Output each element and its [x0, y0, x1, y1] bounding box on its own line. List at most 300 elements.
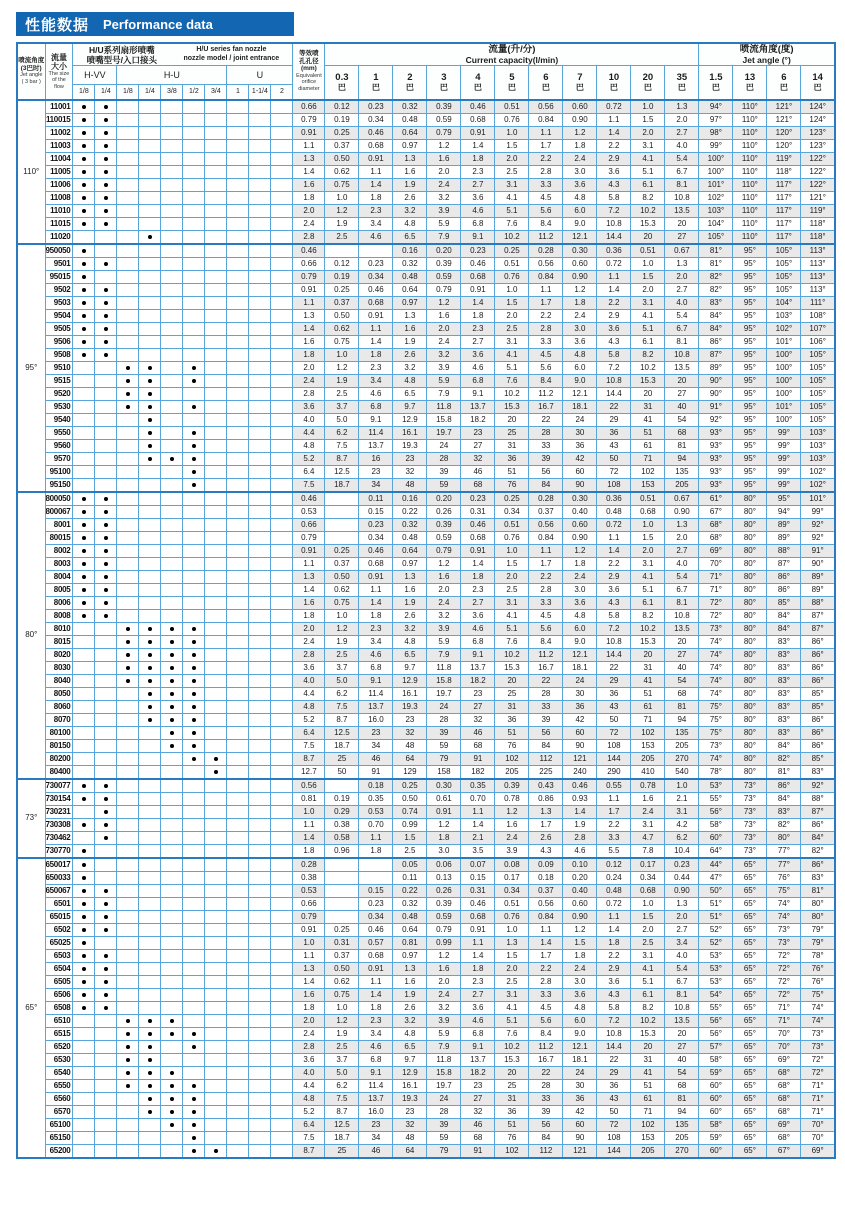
connector-dot-cell — [161, 426, 183, 439]
dot-marker — [82, 105, 86, 109]
connector-dot-cell — [73, 178, 95, 191]
jet-angle-value-cell: 95° — [733, 426, 767, 439]
table-row — [17, 570, 835, 583]
connector-dot-cell — [249, 478, 271, 492]
flow-value-cell: 2.0 — [631, 923, 665, 936]
jet-angle-value-cell: 120° — [767, 126, 801, 139]
connector-dot-cell — [249, 975, 271, 988]
jet-angle-value-cell: 107° — [801, 322, 835, 335]
jet-angle-value-cell: 69° — [767, 1053, 801, 1066]
flow-value-cell: 2.7 — [665, 283, 699, 296]
jet-angle-value-cell: 83° — [767, 674, 801, 687]
flow-value-cell: 0.06 — [427, 858, 461, 872]
flow-value-cell: 2.3 — [359, 361, 393, 374]
connector-dot-cell — [73, 348, 95, 361]
jet-angle-value-cell: 56° — [699, 805, 733, 818]
jet-angle-value-cell: 73° — [767, 936, 801, 949]
flow-value-cell: 13.7 — [461, 1053, 495, 1066]
table-row — [17, 374, 835, 387]
orifice-cell: 0.79 — [293, 270, 325, 283]
connector-dot-cell — [249, 322, 271, 335]
connector-dot-cell — [183, 910, 205, 923]
connector-dot-cell — [95, 1092, 117, 1105]
dot-marker — [82, 262, 86, 266]
flow-value-cell: 15.8 — [427, 1066, 461, 1079]
flow-value-cell: 135 — [665, 465, 699, 478]
connector-dot-cell — [161, 165, 183, 178]
flow-value-cell: 1.2 — [325, 1014, 359, 1027]
connector-dot-cell — [227, 988, 249, 1001]
flow-value-cell: 23 — [393, 1105, 427, 1118]
flow-value-cell: 28 — [427, 1105, 461, 1118]
dot-marker — [104, 157, 108, 161]
model-cell: 730231 — [45, 805, 73, 818]
table-row — [17, 283, 835, 296]
pressure-header-5bar: 5 巴 — [495, 66, 529, 100]
orifice-cell: 1.6 — [293, 596, 325, 609]
connector-dot-cell — [117, 1001, 139, 1014]
flow-size-en1: The size — [48, 70, 70, 77]
connector-dot-cell — [183, 962, 205, 975]
angle-pressure-header-14bar: 14 巴 — [801, 66, 835, 100]
connector-dot-cell — [95, 1105, 117, 1118]
connector-dot-cell — [249, 792, 271, 805]
flow-value-cell: 9.1 — [461, 387, 495, 400]
connector-dot-cell — [117, 557, 139, 570]
pressure-header-20bar: 20 巴 — [631, 66, 665, 100]
connector-dot-cell — [95, 544, 117, 557]
connector-dot-cell — [117, 126, 139, 139]
jet-angle-value-cell: 64° — [699, 844, 733, 858]
flow-value-cell: 36 — [495, 713, 529, 726]
connector-dot-cell — [183, 1027, 205, 1040]
flow-value-cell: 2.4 — [427, 335, 461, 348]
flow-value-cell: 1.8 — [461, 962, 495, 975]
angle-pressure-header-1.5bar: 1.5 巴 — [699, 66, 733, 100]
connector-dot-cell — [183, 858, 205, 872]
dot-marker — [126, 666, 130, 670]
connector-dot-cell — [271, 283, 293, 296]
dot-marker — [192, 1045, 196, 1049]
jet-angle-value-cell: 70° — [767, 1027, 801, 1040]
flow-value-cell: 40 — [665, 661, 699, 674]
jet-angle-value-cell: 95° — [733, 257, 767, 270]
dot-marker — [192, 1123, 196, 1127]
flow-value-cell: 2.3 — [461, 975, 495, 988]
connector-dot-cell — [117, 936, 139, 949]
orifice-cell: 0.91 — [293, 923, 325, 936]
connector-dot-cell — [205, 1131, 227, 1144]
jet-angle-value-cell: 76° — [801, 962, 835, 975]
connector-dot-cell — [117, 805, 139, 818]
flow-value-cell: 0.34 — [359, 910, 393, 923]
flow-value-cell: 0.22 — [393, 505, 427, 518]
connector-dot-cell — [139, 309, 161, 322]
flow-value-cell: 1.5 — [563, 936, 597, 949]
dot-marker — [126, 392, 130, 396]
flow-value-cell: 72 — [597, 465, 631, 478]
flow-value-cell: 10.8 — [597, 635, 631, 648]
jet-angle-value-cell: 95° — [733, 335, 767, 348]
connector-dot-cell — [249, 361, 271, 374]
model-cell: 8005 — [45, 583, 73, 596]
jet-angle-value-cell: 68° — [767, 1092, 801, 1105]
connector-dot-cell — [117, 988, 139, 1001]
flow-value-cell: 1.4 — [597, 923, 631, 936]
flow-value-cell: 0.37 — [325, 296, 359, 309]
dot-marker — [148, 392, 152, 396]
dot-marker — [82, 353, 86, 357]
connector-dot-cell — [227, 596, 249, 609]
flow-value-cell: 0.19 — [325, 792, 359, 805]
connector-dot-cell — [205, 1053, 227, 1066]
jet-angle-value-cell: 91° — [801, 544, 835, 557]
table-row — [17, 844, 835, 858]
capacity-zh: 流量(升/分) — [488, 44, 536, 55]
jet-angle-value-cell: 77° — [767, 858, 801, 872]
dot-marker — [126, 1058, 130, 1062]
jet-angle-value-cell: 83° — [767, 805, 801, 818]
flow-value-cell: 59 — [427, 739, 461, 752]
flow-value-cell: 0.72 — [597, 257, 631, 270]
connector-dot-cell — [249, 1053, 271, 1066]
jet-angle-value-cell: 72° — [801, 1053, 835, 1066]
connector-dot-cell — [95, 962, 117, 975]
flow-value-cell: 1.2 — [427, 139, 461, 152]
table-row — [17, 1079, 835, 1092]
jet-angle-value-cell: 99° — [699, 139, 733, 152]
connector-dot-cell — [183, 152, 205, 165]
connector-dot-cell — [249, 1118, 271, 1131]
model-cell: 9501 — [45, 257, 73, 270]
jet-angle-value-cell: 102° — [801, 478, 835, 492]
table-row — [17, 244, 835, 258]
jet-angle-value-cell: 113° — [801, 270, 835, 283]
flow-value-cell: 6.1 — [631, 335, 665, 348]
flow-value-cell: 158 — [427, 765, 461, 779]
flow-value-cell: 0.31 — [325, 936, 359, 949]
dot-marker — [82, 536, 86, 540]
connector-dot-cell — [161, 739, 183, 752]
flow-value-cell: 0.23 — [461, 492, 495, 506]
flow-value-cell: 1.9 — [393, 178, 427, 191]
orifice-cell: 1.1 — [293, 557, 325, 570]
flow-value-cell: 0.36 — [597, 492, 631, 506]
connector-dot-cell — [271, 230, 293, 244]
flow-value-cell: 4.1 — [495, 348, 529, 361]
jet-angle-value-cell: 82° — [801, 844, 835, 858]
dot-marker — [148, 457, 152, 461]
orifice-cell: 0.46 — [293, 244, 325, 258]
connector-dot-cell — [95, 936, 117, 949]
dot-marker — [104, 889, 108, 893]
jet-angle-value-cell: 60° — [699, 1092, 733, 1105]
connector-dot-cell — [117, 283, 139, 296]
dot-marker — [104, 823, 108, 827]
table-row — [17, 765, 835, 779]
jet-angle-value-cell: 110° — [733, 230, 767, 244]
connector-dot-cell — [161, 1079, 183, 1092]
connector-dot-cell — [139, 844, 161, 858]
jet-angle-value-cell: 73° — [733, 818, 767, 831]
orifice-cell: 0.53 — [293, 505, 325, 518]
connector-dot-cell — [95, 818, 117, 831]
connector-dot-cell — [95, 752, 117, 765]
connector-dot-cell — [271, 622, 293, 635]
flow-value-cell: 36 — [597, 1079, 631, 1092]
jet-angle-value-cell: 83° — [767, 700, 801, 713]
connector-dot-cell — [139, 622, 161, 635]
jet-angle-value-cell: 76° — [767, 871, 801, 884]
table-row — [17, 609, 835, 622]
flow-value-cell: 2.0 — [495, 962, 529, 975]
connector-dot-cell — [227, 949, 249, 962]
connector-dot-cell — [95, 531, 117, 544]
flow-value-cell: 3.0 — [563, 975, 597, 988]
flow-value-cell: 27 — [665, 387, 699, 400]
jet-angle-value-cell: 73° — [733, 844, 767, 858]
connector-dot-cell — [205, 465, 227, 478]
model-cell: 6508 — [45, 1001, 73, 1014]
flow-value-cell: 1.1 — [597, 113, 631, 126]
dot-marker — [104, 118, 108, 122]
jet-angle-value-cell: 65° — [733, 858, 767, 872]
model-cell: 8070 — [45, 713, 73, 726]
flow-value-cell: 129 — [393, 765, 427, 779]
connector-dot-cell — [73, 557, 95, 570]
flow-value-cell: 0.97 — [393, 557, 427, 570]
jet-angle-value-cell: 105° — [801, 374, 835, 387]
flow-value-cell: 31 — [495, 700, 529, 713]
connector-dot-cell — [271, 191, 293, 204]
jet-angle-value-cell: 124° — [801, 113, 835, 126]
flow-value-cell: 1.2 — [563, 544, 597, 557]
orifice-cell: 4.8 — [293, 439, 325, 452]
jet-angle-value-cell: 86° — [801, 726, 835, 739]
flow-value-cell: 4.8 — [393, 1027, 427, 1040]
connector-dot-cell — [73, 478, 95, 492]
connector-dot-cell — [271, 492, 293, 506]
flow-value-cell: 28 — [529, 1079, 563, 1092]
flow-value-cell: 79 — [427, 1144, 461, 1158]
flow-value-cell: 2.0 — [495, 570, 529, 583]
connector-dot-cell — [271, 544, 293, 557]
connector-dot-cell — [205, 1040, 227, 1053]
connector-dot-cell — [183, 113, 205, 126]
jet-angle-value-cell: 123° — [801, 126, 835, 139]
flow-value-cell: 1.3 — [393, 152, 427, 165]
connector-dot-cell — [205, 518, 227, 531]
flow-value-cell: 0.23 — [359, 100, 393, 114]
connector-dot-cell — [183, 713, 205, 726]
connector-dot-cell — [205, 544, 227, 557]
dot-marker — [148, 1110, 152, 1114]
connector-dot-cell — [183, 805, 205, 818]
connector-dot-cell — [161, 126, 183, 139]
flow-value-cell: 0.51 — [495, 257, 529, 270]
connector-dot-cell — [95, 871, 117, 884]
flow-value-cell: 1.0 — [495, 544, 529, 557]
flow-value-cell: 2.0 — [665, 910, 699, 923]
connector-dot-cell — [227, 739, 249, 752]
table-row — [17, 713, 835, 726]
connector-dot-cell — [139, 765, 161, 779]
connector-dot-cell — [161, 230, 183, 244]
flow-value-cell: 2.6 — [393, 191, 427, 204]
jet-angle-value-cell: 124° — [801, 100, 835, 114]
flow-value-cell: 68 — [665, 1079, 699, 1092]
connector-dot-cell — [183, 988, 205, 1001]
flow-value-cell: 0.97 — [393, 949, 427, 962]
pressure-header-0.3bar: 0.3 巴 — [325, 66, 359, 100]
flow-value-cell: 270 — [665, 1144, 699, 1158]
dot-marker — [192, 679, 196, 683]
table-row — [17, 426, 835, 439]
flow-value-cell: 0.51 — [495, 897, 529, 910]
connector-dot-cell — [95, 739, 117, 752]
connector-dot-cell — [73, 988, 95, 1001]
flow-value-cell: 42 — [563, 452, 597, 465]
dot-marker — [192, 1032, 196, 1036]
connector-dot-cell — [117, 1066, 139, 1079]
flow-value-cell: 22 — [529, 413, 563, 426]
dot-marker — [82, 993, 86, 997]
dot-marker — [104, 954, 108, 958]
jet-angle-value-cell: 55° — [699, 792, 733, 805]
col-header-jet-angle-deg — [699, 43, 835, 66]
connector-dot-cell — [227, 713, 249, 726]
connector-dot-cell — [249, 713, 271, 726]
connector-dot-cell — [117, 713, 139, 726]
jet-angle-value-cell: 80° — [733, 570, 767, 583]
flow-value-cell: 1.2 — [325, 204, 359, 217]
flow-value-cell: 0.32 — [393, 100, 427, 114]
connector-dot-cell — [139, 661, 161, 674]
dot-marker — [126, 1019, 130, 1023]
connector-dot-cell — [227, 452, 249, 465]
dot-marker — [82, 902, 86, 906]
connector-dot-cell — [73, 387, 95, 400]
connector-dot-cell — [161, 713, 183, 726]
connector-dot-cell — [227, 165, 249, 178]
connector-dot-cell — [117, 884, 139, 897]
model-cell: 110015 — [45, 113, 73, 126]
jet-angle-value-cell: 105° — [767, 257, 801, 270]
jet-angle-value-cell: 71° — [801, 1105, 835, 1118]
connector-dot-cell — [205, 1014, 227, 1027]
flow-value-cell: 0.76 — [495, 531, 529, 544]
connector-dot-cell — [271, 165, 293, 178]
connector-dot-cell — [95, 1131, 117, 1144]
connector-dot-cell — [227, 1027, 249, 1040]
jet-angle-value-cell: 86° — [767, 583, 801, 596]
connector-dot-cell — [227, 296, 249, 309]
connector-dot-cell — [205, 361, 227, 374]
connector-dot-cell — [161, 270, 183, 283]
connector-dot-cell — [249, 257, 271, 270]
jet-angle-value-cell: 95° — [733, 413, 767, 426]
connector-dot-cell — [73, 126, 95, 139]
flow-value-cell: 0.39 — [495, 779, 529, 793]
connector-dot-cell — [227, 270, 249, 283]
orifice-cell: 2.0 — [293, 1014, 325, 1027]
dot-marker — [170, 1084, 174, 1088]
dot-marker — [148, 666, 152, 670]
jet-angle-value-cell: 74° — [801, 1014, 835, 1027]
flow-value-cell: 1.8 — [563, 557, 597, 570]
connector-dot-cell — [73, 257, 95, 270]
table-row — [17, 178, 835, 191]
flow-value-cell: 6.2 — [325, 426, 359, 439]
dot-marker — [170, 653, 174, 657]
connector-dot-cell — [139, 818, 161, 831]
connector-dot-cell — [139, 596, 161, 609]
jet-angle-value-cell: 65° — [733, 910, 767, 923]
jet-angle-value-cell: 55° — [699, 1001, 733, 1014]
connector-dot-cell — [161, 387, 183, 400]
connector-dot-cell — [249, 426, 271, 439]
flow-value-cell: 13.5 — [665, 1014, 699, 1027]
flow-value-cell: 0.48 — [393, 270, 427, 283]
dot-marker — [82, 954, 86, 958]
flow-value-cell: 0.23 — [461, 244, 495, 258]
flow-value-cell: 3.3 — [529, 596, 563, 609]
connector-dot-cell — [139, 726, 161, 739]
connector-dot-cell — [205, 844, 227, 858]
flow-value-cell: 1.1 — [529, 126, 563, 139]
flow-value-cell: 7.9 — [427, 1040, 461, 1053]
orifice-cell: 3.6 — [293, 661, 325, 674]
connector-dot-cell — [183, 126, 205, 139]
flow-value-cell: 1.8 — [563, 296, 597, 309]
connector-dot-cell — [271, 700, 293, 713]
model-cell: 800067 — [45, 505, 73, 518]
connector-dot-cell — [73, 270, 95, 283]
jet-angle-value-cell: 81° — [767, 765, 801, 779]
flow-value-cell: 0.56 — [529, 100, 563, 114]
connector-dot-cell — [117, 335, 139, 348]
dot-marker — [148, 627, 152, 631]
connector-dot-cell — [271, 439, 293, 452]
model-cell: 650033 — [45, 871, 73, 884]
flow-value-cell: 3.2 — [393, 361, 427, 374]
orifice-cell: 4.0 — [293, 1066, 325, 1079]
orifice-cell: 0.91 — [293, 544, 325, 557]
orifice-cell: 0.66 — [293, 100, 325, 114]
orifice-cell: 2.4 — [293, 1027, 325, 1040]
flow-value-cell: 12.5 — [325, 726, 359, 739]
connector-dot-cell — [73, 452, 95, 465]
flow-value-cell: 5.1 — [631, 583, 665, 596]
connector-dot-cell — [95, 270, 117, 283]
model-cell: 6570 — [45, 1105, 73, 1118]
jet-angle-value-cell: 99° — [767, 452, 801, 465]
connector-dot-cell — [139, 831, 161, 844]
model-cell: 6530 — [45, 1053, 73, 1066]
flow-value-cell: 8.1 — [665, 596, 699, 609]
jet-angle-value-cell: 71° — [699, 583, 733, 596]
dot-marker — [104, 327, 108, 331]
flow-value-cell: 0.68 — [359, 296, 393, 309]
flow-value-cell: 1.3 — [529, 805, 563, 818]
flow-value-cell: 7.6 — [495, 374, 529, 387]
connector-dot-cell — [205, 1027, 227, 1040]
dot-marker — [82, 863, 86, 867]
flow-value-cell: 7.9 — [427, 230, 461, 244]
connector-dot-cell — [205, 923, 227, 936]
connector-dot-cell — [95, 518, 117, 531]
connector-dot-cell — [271, 1131, 293, 1144]
